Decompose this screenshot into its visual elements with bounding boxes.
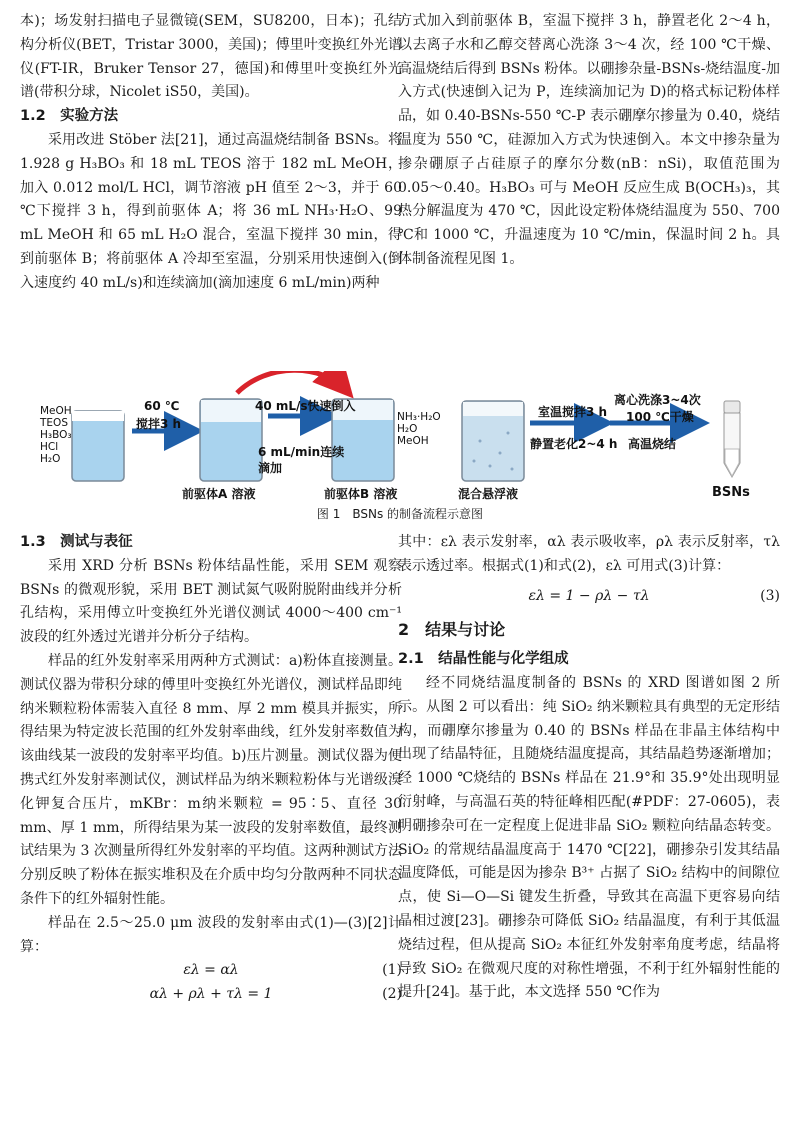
paragraph: 经不同烧结温度制备的 BSNs 的 XRD 图谱如图 2 所示。从图 2 可以看出：纯 SiO₂ 纳米颗粒具有典型的无定形结构，而硼摩尔掺量为 0.40 的 BSNs 样品在非晶主体结构中出现了结晶特征，且随烧结温度提高，其结晶趋势逐渐增加；经 1000 ℃烧结的 BSNs 样品在 21.9°和 35.9°处出现明显衍射峰，与高温石英的特征峰相匹配(#PDF：27-0605)，表明硼掺杂可在一定程度上促进非晶 SiO₂ 颗粒向结晶态转变。SiO₂ 的常规结晶温度高于 1470 ℃[22]，硼掺杂引发其结晶温度降低，可能是因为掺杂 B³⁺ 占据了 SiO₂ 结构中的间隙位点，使 Si—O—Si 键发生折叠，导致其在高温下更容易向结晶相过渡[23]。硼掺杂可降低 SiO₂ 结晶温度，有利于其低温烧结过程，但从提高 SiO₂ 本征红外发射率角度考虑，结晶将导致 SiO₂ 在微观尺度的对称性增强，不利于红外辐射性能的提升[24]。基于此，本文选择 550 ℃作为: [398, 674, 780, 1001]
arrow-fast-pour: [237, 371, 347, 393]
paragraph: 其中：ελ 表示发射率，αλ 表示吸收率，ρλ 表示反射率，τλ 表示透过率。根据式(1)和式(2)，ελ 可用式(3)计算：: [398, 534, 780, 574]
paragraph: 采用改进 Stöber 法[21]，通过高温烧结制备 BSNs。将 1.928 g H₃BO₃ 和 18 mL TEOS 溶于 182 mL MeOH，加入 0.012 mol/L HCl，调节溶液 pH 值至 2～3，并于 60 ℃下搅拌 3 h，得到前驱体 A；将 36 mL NH₃·H₂O、99 mL MeOH 和 65 mL H₂O 混合，室温下搅拌 30 min，得到前驱体 B；将前驱体 A 冷却至室温，分别采用快速倒入(倒入速度约 40 mL/s)和连续滴加(滴加速度 6 mL/min)两种: [20, 131, 402, 291]
paragraph: 样品在 2.5～25.0 μm 波段的发射率由式(1)—(3)[2]计算：: [20, 914, 402, 955]
right-column-bottom: [398, 531, 780, 1005]
section-heading-2: 2 结果与讨论: [398, 620, 506, 640]
fast-pour-label: 40 mL/s快速倒入: [255, 399, 356, 413]
step1-stir: 搅拌3 h: [136, 417, 182, 431]
step3-age: 静置老化2~4 h: [530, 437, 618, 451]
left-column-top: [20, 10, 402, 296]
bsns-vial-icon: [724, 401, 740, 477]
beaker-precursor-a: [200, 399, 262, 481]
section-heading-2-1: 2.1 结晶性能与化学组成: [398, 651, 569, 668]
equation-3: ελ = 1 − ρλ − τλ (3): [528, 587, 780, 604]
equation-1: ελ = αλ (1): [183, 962, 402, 979]
drip-label-1: 6 mL/min连续: [258, 445, 345, 459]
beaker-mixed-suspension: [462, 401, 524, 481]
step1-temp: 60 ℃: [144, 399, 180, 413]
left-column-bottom: [20, 531, 402, 1007]
reagent-list: MeOH TEOS H₃BO₃ HCl H₂O: [40, 405, 72, 465]
paragraph: 本)；场发射扫描电子显微镜(SEM，SU8200，日本)；孔结构分析仪(BET，Tristar 3000，美国)；傅里叶变换红外光谱仪(FT-IR，Bruker Tensor 27，德国)和傅里叶变换红外光谱(带积分球，Nicolet iS50，美国)。: [20, 13, 402, 101]
beaker-c-label: 混合悬浮液: [458, 487, 519, 501]
section-heading-1-3: 1.3 测试与表征: [20, 534, 133, 550]
step3-stir: 室温搅拌3 h: [538, 405, 608, 419]
step4-dry: 100 ℃干燥: [626, 410, 694, 424]
step4-wash: 离心洗涤3~4次: [614, 393, 701, 407]
drip-label-2: 滴加: [258, 461, 283, 475]
equation-2: αλ + ρλ + τλ = 1 (2): [149, 986, 402, 1003]
section-heading-1-2: 1.2 实验方法: [20, 108, 119, 125]
right-column-top: [398, 10, 780, 272]
step4-sinter: 高温烧结: [628, 437, 677, 451]
preparation-flow-figure: [32, 371, 768, 526]
paragraph: 样品的红外发射率采用两种方式测试：a)粉体直接测量。测试仪器为带积分球的傅里叶变换红外光谱仪，测试样品即纯纳米颗粒粉体需装入直径 8 mm、厚 2 mm 模具并振实，所得结果为特定波长范围的红外发射率曲线，红外发射率数值为该曲线某一波段的发射率平均值。b)压片测量。测试仪器为便携式红外发射率测试仪，测试样品为纳米颗粒粉体与光谱级溴化钾复合压片，mKBr：m纳米颗粒 = 95∶5、直径 30 mm、厚 1 mm，所得结果为某一波段的发射率数值，最终测试结果为 3 次测量所得红外发射率的平均值。这两种测试方法分别反映了粉体在振实堆积及在介质中均匀分散两种不同状态条件下的红外辐射性能。: [20, 652, 402, 907]
paragraph: 采用 XRD 分析 BSNs 粉体结晶性能，采用 SEM 观察 BSNs 的微观形貌，采用 BET 测试氮气吸附脱附曲线并分析孔结构，采用傅立叶变换红外光谱仪测试 4000～400 cm⁻¹ 波段的红外透过光谱并分析分子结构。: [20, 557, 402, 646]
beaker-reagents: [72, 411, 124, 481]
product-label: BSNs: [712, 485, 750, 500]
figure-caption: 图 1 BSNs 的制备流程示意图: [316, 507, 484, 521]
beaker-b-label: 前驱体B 溶液: [324, 487, 398, 501]
reagent-list-b: NH₃·H₂O H₂O MeOH: [397, 411, 441, 447]
beaker-a-label: 前驱体A 溶液: [182, 487, 256, 501]
paragraph: 方式加入到前驱体 B，室温下搅拌 3 h，静置老化 2～4 h，以去离子水和乙醇交替离心洗涤 3～4 次，经 100 ℃干燥、高温烧结后得到 BSNs 粉体。以硼掺杂量-BSNs-烧结温度-加入方式(快速倒入记为 P，连续滴加记为 D)的格式标记粉体样品，如 0.40-BSNs-550 ℃-P 表示硼摩尔掺量为 0.40，烧结温度为 550 ℃，硅源加入方式为快速倒入。本文中掺杂量为掺杂硼原子占硅原子的摩尔分数(nB：nSi)，取值范围为 0.05～0.40。H₃BO₃ 可与 MeOH 反应生成 B(OCH₃)₃，其热分解温度为 470 ℃，因此设定粉体烧结温度为 550、700 ℃和 1000 ℃，升温速度为 10 ℃/min，保温时间 2 h。具体制备流程见图 1。: [398, 13, 780, 267]
